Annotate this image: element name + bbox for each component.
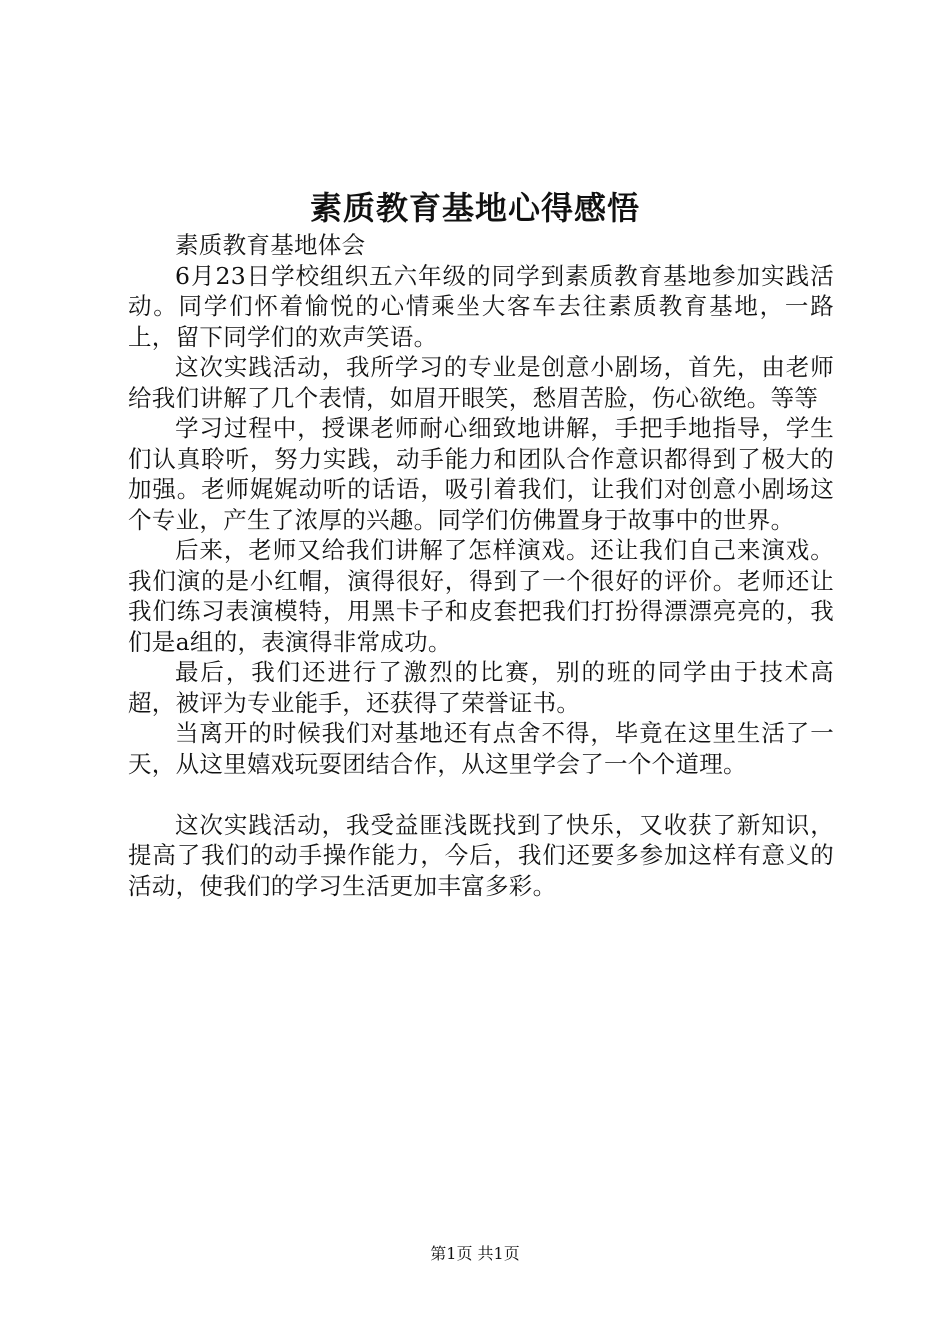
paragraph: 当离开的时候我们对基地还有点舍不得，毕竟在这里生活了一天，从这里嬉戏玩耍团结合作，从这里学会了一个个道理。 (128, 719, 834, 778)
document-title: 素质教育基地心得感悟 (309, 189, 640, 227)
paragraph-spacer (128, 779, 834, 810)
document-body (128, 230, 834, 901)
paragraph: 6月23日学校组织五六年级的同学到素质教育基地参加实践活动。同学们怀着愉悦的心情乘坐大客车去往素质教育基地，一路上，留下同学们的欢声笑语。 (128, 261, 834, 351)
paragraph: 这次实践活动，我所学习的专业是创意小剧场，首先，由老师给我们讲解了几个表情，如眉开眼笑，愁眉苦脸，伤心欲绝。等等 (128, 353, 834, 412)
paragraph: 学习过程中，授课老师耐心细致地讲解，手把手地指导，学生们认真聆听，努力实践，动手能力和团队合作意识都得到了极大的加强。老师娓娓动听的话语，吸引着我们，让我们对创意小剧场这个专业，产生了浓厚的兴趣。同学们仿佛置身于故事中的世界。 (128, 414, 834, 534)
paragraph: 最后，我们还进行了激烈的比赛，别的班的同学由于技术高超，被评为专业能手，还获得了荣誉证书。 (128, 658, 834, 717)
paragraph: 这次实践活动，我受益匪浅既找到了快乐，又收获了新知识，提高了我们的动手操作能力，今后，我们还要多参加这样有意义的活动，使我们的学习生活更加丰富多彩。 (128, 810, 834, 900)
paragraph-subtitle: 素质教育基地体会 (175, 231, 366, 259)
page-footer: 第1页 共1页 (430, 1244, 520, 1263)
paragraph: 后来，老师又给我们讲解了怎样演戏。还让我们自己来演戏。我们演的是小红帽，演得很好，得到了一个很好的评价。老师还让我们练习表演模特，用黑卡子和皮套把我们打扮得漂漂亮亮的，我们是a组的，表演得非常成功。 (128, 536, 834, 656)
